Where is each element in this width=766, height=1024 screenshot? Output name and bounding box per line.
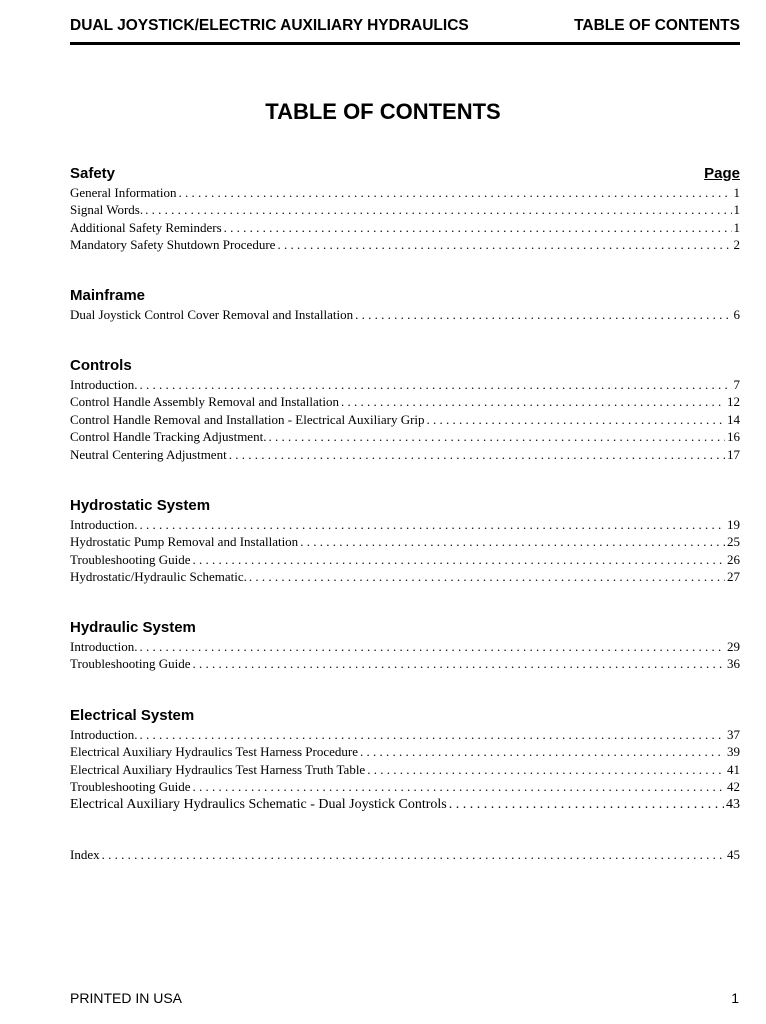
toc-entry-page: 29 [727, 639, 740, 654]
toc-entry[interactable] [70, 184, 740, 201]
page-title: TABLE OF CONTENTS [265, 99, 501, 124]
toc-entry-title: Control Handle Removal and Installation - Electrical Auxiliary Grip [70, 411, 425, 427]
toc-entry[interactable] [70, 568, 740, 585]
dot-leader [140, 516, 725, 533]
toc-entry-title: General Information [70, 185, 177, 200]
toc-section-hydraulic-system [70, 618, 740, 673]
toc-entry-page: 7 [733, 377, 740, 392]
section-heading-text: Controls [70, 357, 132, 374]
toc-entry-title: Troubleshooting Guide [70, 551, 191, 567]
dot-leader [229, 446, 725, 463]
toc-entry[interactable] [70, 796, 740, 813]
toc-entry-page: 2 [733, 237, 740, 253]
toc-entry-page: 42 [727, 779, 740, 795]
toc-entry-page: 1 [733, 202, 740, 218]
footer-printed-notice: PRINTED IN USA [70, 990, 183, 1006]
dot-leader [355, 306, 731, 323]
dot-leader [300, 533, 725, 550]
toc-entry-page: 17 [727, 446, 740, 462]
toc-entry[interactable] [70, 638, 740, 655]
toc-entry-page: 45 [727, 847, 740, 862]
toc-entry[interactable] [70, 726, 740, 743]
toc-entry[interactable] [70, 428, 740, 445]
section-heading [70, 164, 740, 184]
toc-entry-title: Control Handle Assembly Removal and Installation [70, 394, 339, 410]
toc-entry-page: 41 [727, 761, 740, 777]
toc-entry[interactable] [70, 446, 740, 463]
section-heading-text: Safety [70, 165, 116, 182]
toc-entry-title: Introduction. [70, 517, 138, 532]
header-document-title: DUAL JOYSTICK/ELECTRIC AUXILIARY HYDRAULICS [70, 17, 469, 34]
toc-entry-title: Electrical Auxiliary Hydraulics Test Harness Procedure [70, 744, 359, 760]
toc-entry-page: 14 [727, 411, 740, 427]
toc-entry[interactable] [70, 219, 740, 236]
toc-section-hydrostatic-system [70, 496, 740, 586]
page-column-label: Page [704, 165, 740, 182]
toc-entry[interactable] [70, 551, 740, 568]
dot-leader [145, 201, 731, 218]
toc-entry-page: 1 [733, 219, 740, 235]
toc-entry-page: 19 [727, 517, 740, 532]
section-heading [70, 706, 740, 726]
toc-entry-title: Control Handle Tracking Adjustment. [70, 429, 267, 445]
toc-entry-page: 16 [727, 429, 740, 445]
toc-section-controls [70, 356, 740, 463]
toc-entry-title: Hydrostatic/Hydraulic Schematic. [70, 569, 247, 585]
toc-entry-title: Introduction. [70, 377, 138, 392]
section-heading [70, 286, 740, 306]
toc-entry-page: 37 [727, 727, 740, 742]
toc-entry-page: 43 [726, 796, 740, 812]
toc-entry-title: Index [70, 847, 100, 862]
dot-leader [193, 551, 726, 568]
dot-leader [367, 761, 725, 778]
section-heading-text: Mainframe [70, 287, 146, 304]
toc-entry-page: 6 [733, 307, 740, 322]
dot-leader [360, 743, 725, 760]
dot-leader [268, 428, 725, 445]
toc-entry-title: Electrical Auxiliary Hydraulics Test Harness Truth Table [70, 761, 366, 777]
toc-entry-page: 27 [727, 569, 740, 585]
toc-entry[interactable] [70, 236, 740, 253]
toc-entry-index[interactable] [70, 846, 740, 863]
toc-section-safety [70, 164, 740, 254]
section-heading-text: Hydrostatic System [70, 497, 211, 514]
toc-entry-title: Dual Joystick Control Cover Removal and Installation [70, 307, 354, 322]
toc-section-electrical-system [70, 706, 740, 813]
toc-entry-title: Hydrostatic Pump Removal and Installation [70, 534, 299, 550]
toc-entry[interactable] [70, 516, 740, 533]
toc-entry[interactable] [70, 655, 740, 672]
dot-leader [102, 846, 725, 863]
toc-entry-page: 36 [727, 656, 740, 672]
toc-entry-title: Neutral Centering Adjustment [70, 446, 227, 462]
toc-entry-title: Troubleshooting Guide [70, 656, 191, 672]
toc-entry-title: Signal Words. [70, 202, 144, 218]
toc-entry[interactable] [70, 393, 740, 410]
dot-leader [427, 411, 725, 428]
dot-leader [449, 796, 724, 813]
section-heading [70, 618, 740, 638]
header-section-title: TABLE OF CONTENTS [574, 17, 740, 34]
toc-entry-page: 1 [733, 185, 740, 200]
footer-page-number: 1 [731, 990, 739, 1006]
toc-entry-title: Additional Safety Reminders [70, 219, 222, 235]
toc-section-index [70, 846, 740, 863]
section-heading-text: Hydraulic System [70, 619, 196, 636]
toc-entry[interactable] [70, 743, 740, 760]
dot-leader [140, 638, 725, 655]
toc-entry[interactable] [70, 201, 740, 218]
dot-leader [178, 184, 731, 201]
toc-entry[interactable] [70, 761, 740, 778]
toc-section-mainframe [70, 286, 740, 323]
toc-entry-page: 25 [727, 534, 740, 550]
dot-leader [277, 236, 731, 253]
section-heading-text: Electrical System [70, 707, 195, 724]
dot-leader [140, 376, 732, 393]
toc-entry[interactable] [70, 376, 740, 393]
toc-entry[interactable] [70, 533, 740, 550]
toc-entry[interactable] [70, 411, 740, 428]
toc-entry-page: 39 [727, 744, 740, 760]
section-heading [70, 356, 740, 376]
toc-entry-title: Introduction. [70, 639, 138, 654]
dot-leader [140, 726, 725, 743]
dot-leader [341, 393, 725, 410]
toc-entry-title: Troubleshooting Guide [70, 779, 191, 795]
dot-leader [193, 778, 726, 795]
toc-entry[interactable] [70, 306, 740, 323]
toc-entry-page: 26 [727, 551, 740, 567]
dot-leader [193, 655, 726, 672]
header-divider [70, 42, 740, 45]
dot-leader [249, 568, 725, 585]
section-heading [70, 496, 740, 516]
toc-entry-title: Mandatory Safety Shutdown Procedure [70, 237, 276, 253]
dot-leader [224, 219, 732, 236]
toc-entry[interactable] [70, 778, 740, 795]
toc-entry-title: Electrical Auxiliary Hydraulics Schematic - Dual Joystick Controls [70, 796, 447, 812]
toc-entry-title: Introduction. [70, 727, 138, 742]
toc-entry-page: 12 [727, 394, 740, 410]
